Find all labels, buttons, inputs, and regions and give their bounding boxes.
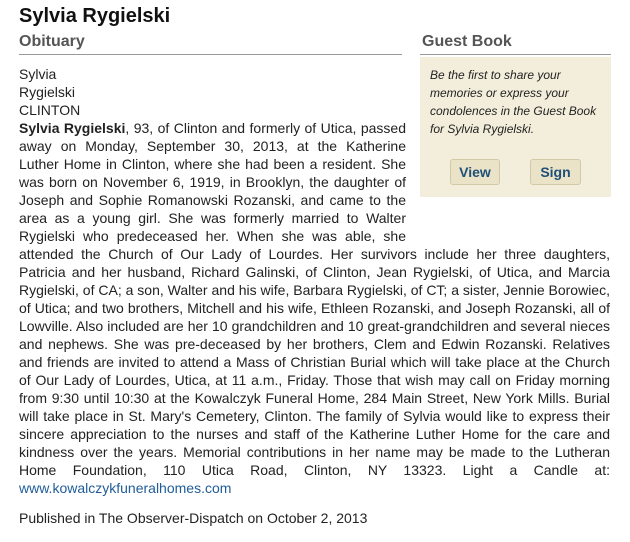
guest-book-prompt: Be the first to share your memories or express your condolences in the Guest Book for Sylvia Rygielski.: [430, 68, 597, 136]
obituary-first-name: Sylvia: [19, 66, 57, 82]
obituary-body-text: , 93, of Clinton and formerly of Utica, passed away on Monday, September 30, 2013, at the Katherine Luther Home in Clinton, where she had been a resident. She was born on November 6, 1919, in Brooklyn, the daughter of Joseph and Sophie Romanowski Rozanski, and came to the area as a young girl. She was formerly married to Walter Rygielski who predeceased her. When she was able, she attended the Church of Our Lady of Lourdes. Her survivors include her three daughters, Patricia and her husband, Richard Galinski, of Clinton, Jean Rygielski, of Utica, and Marcia Rygielski, of CA; a son, Walter and his wife, Barbara Rygielski, of CT; a sister, Jennie Borowiec, of Utica; and two brothers, Mitchell and his wife, Ethleen Rozanski, and Joseph Rozanski, all of Lowville. Also included are her 10 grandchildren and 10 great-grandchildren and several nieces and nephews. She was pre-deceased by her brothers, Clem and Edwin Rozanski. Relatives and friends are invited to attend a Mass of Christian Burial which will take place at the Church of Our Lady of Lourdes, Utica, at 11 a.m., Friday. Those that wish may call on Friday morning from 9:30 until 10:30 at the Kowalczyk Funeral Home, 284 Main Street, New York Mills. Burial will take place in St. Mary's Cemetery, Clinton. The family of Sylvia would like to express their sincere appreciation to the nurses and staff of the Katherine Luther Home for the care and kindness over the years. Memorial contributions in her name may be made to the Lutheran Home Foundation, 110 Utica Road, Clinton, NY 13323. Light a Candle at:: [19, 120, 610, 478]
guest-book-heading: Guest Book: [422, 33, 512, 50]
obituary-body: [19, 65, 610, 527]
obituary-name-bold: Sylvia Rygielski: [19, 120, 126, 136]
obituary-last-name: Rygielski: [19, 84, 76, 100]
obituary-location: CLINTON: [19, 102, 81, 118]
funeral-home-link[interactable]: www.kowalczykfuneralhomes.com: [19, 480, 232, 496]
sign-guest-book-button[interactable]: Sign: [530, 159, 581, 185]
obituary-heading: Obituary: [19, 33, 85, 50]
obituary-divider: [19, 54, 402, 55]
guest-book-spacer: [406, 65, 610, 241]
published-info: Published in The Observer-Dispatch on October 2, 2013: [19, 510, 368, 526]
guest-book-divider: [420, 54, 611, 55]
view-guest-book-button[interactable]: View: [450, 159, 500, 185]
page-title: Sylvia Rygielski: [19, 5, 171, 27]
